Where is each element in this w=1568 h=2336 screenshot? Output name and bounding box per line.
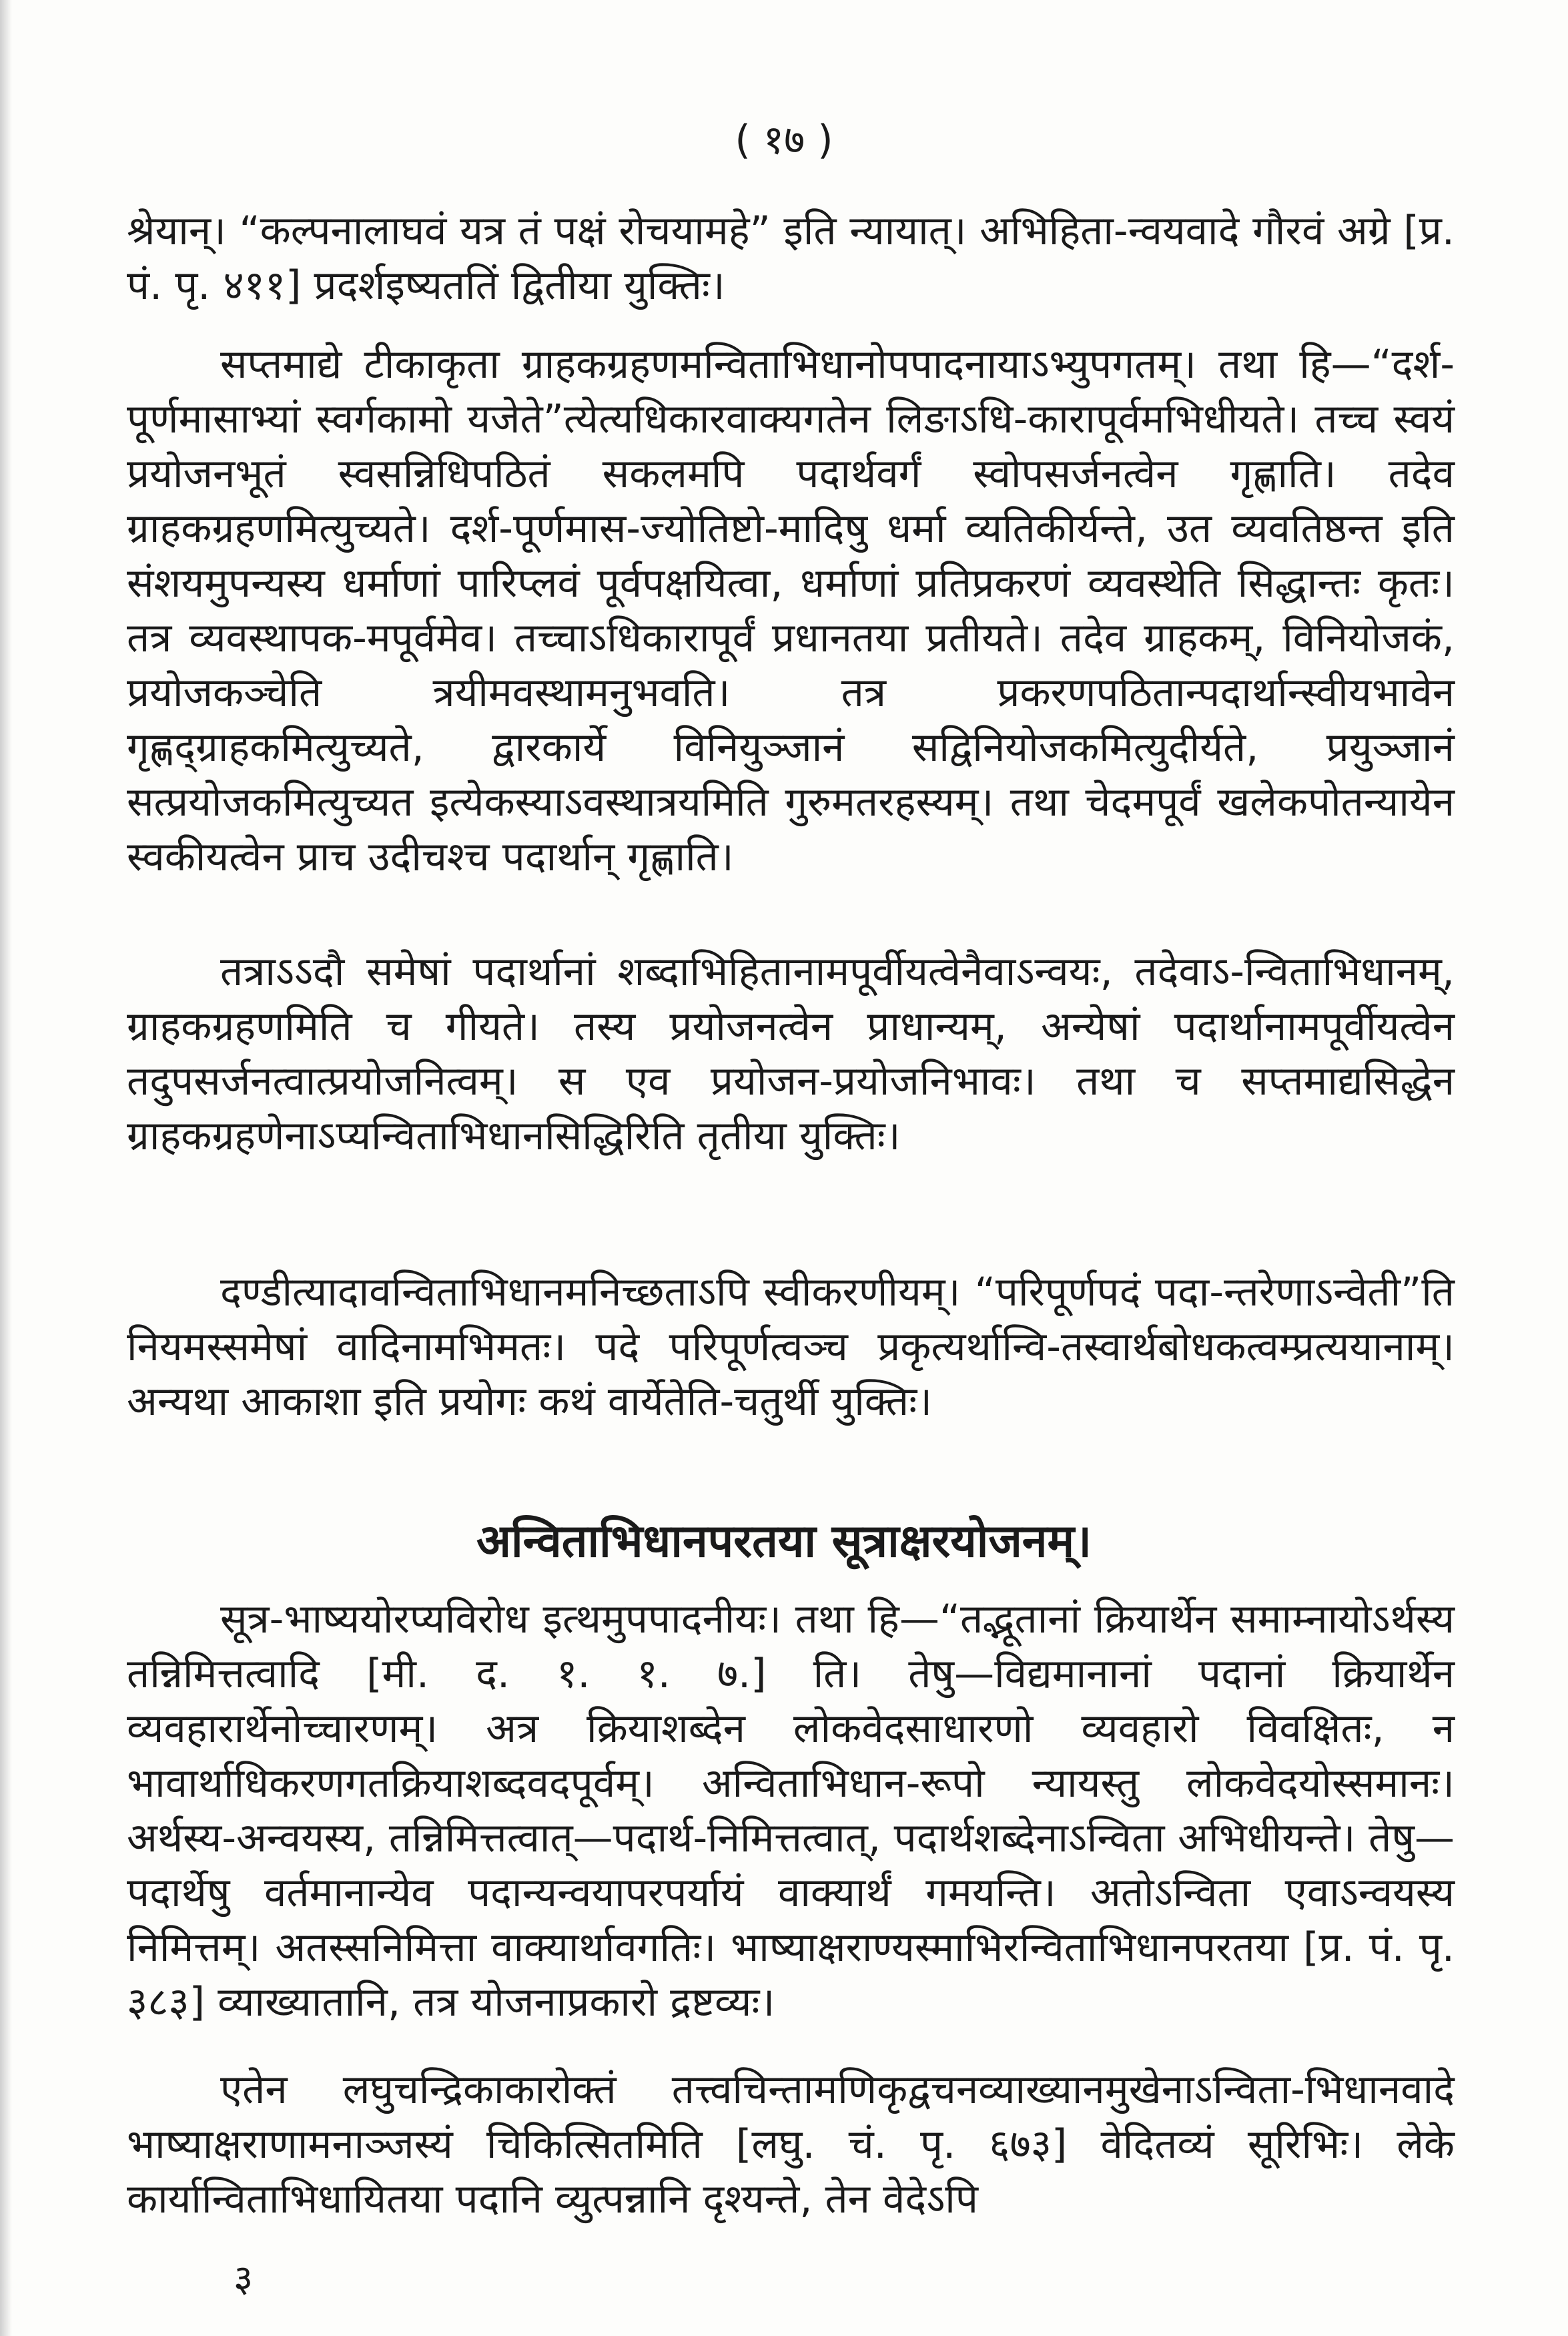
paragraph-1: श्रेयान्। “कल्पनालाघवं यत्र तं पक्षं रोचयामहे” इति न्यायात्। अभिहिता-न्वयवादे गौरवं अग्रे [प्र. पं. पृ. ४११] प्रदर्शइष्यततिं द्वितीया युक्तिः।: [127, 208, 1455, 309]
paragraph-4: दण्डीत्यादावन्विताभिधानमनिच्छताऽपि स्वीकरणीयम्। “परिपूर्णपदं पदा-न्तरेणाऽन्वेती”ति नियमस्समेषां वादिनामभिमतः। पदे परिपूर्णत्वञ्च प्रकृत्यर्थान्वि-तस्वार्थबोधकत्वम्प्रत्ययानाम्। अन्यथा आकाशा इति प्रयोगः कथं वार्येतेति-चतुर्थी युक्तिः।: [127, 1269, 1455, 1425]
paragraph-6: एतेन लघुचन्द्रिकाकारोक्तं तत्त्वचिन्तामणिकृद्वचनव्याख्यानमुखेनाऽन्विता-भिधानवादे भाष्याक्षराणामनाञ्जस्यं चिकित्सितमिति [लघु. चं. पृ. ६७३] वेदितव्यं सूरिभिः। लेके कार्यान्विताभिधायितया पदानि व्युत्पन्नानि दृश्यन्ते, तेन वेदेऽपि: [127, 2066, 1455, 2223]
scan-edge-shadow: [0, 0, 12, 2336]
signature-mark: ३: [234, 2257, 254, 2301]
paragraph-3: तत्राऽऽदौ समेषां पदार्थानां शब्दाभिहितानामपूर्वीयत्वेनैवाऽन्वयः, तदेवाऽ-न्विताभिधानम्, ग्राहकग्रहणमिति च गीयते। तस्य प्रयोजनत्वेन प्राधान्यम्, अन्येषां पदार्थानामपूर्वीयत्वेन तदुपसर्जनत्वात्प्रयोजनित्वम्। स एव प्रयोजन-प्रयोजनिभावः। तथा च सप्तमाद्यसिद्धेन ग्राहकग्रहणेनाऽप्यन्विताभिधानसिद्धिरिति तृतीया युक्तिः।: [127, 948, 1455, 1159]
paragraph-5: सूत्र-भाष्ययोरप्यविरोध इत्थमुपपादनीयः। तथा हि—“तद्भूतानां क्रियार्थेन समाम्नायोऽर्थस्य तन्निमित्तत्वादि [मी. द. १. १. ७.] ति। तेषु—विद्यमानानां पदानां क्रियार्थेन व्यवहारार्थेनोच्चारणम्। अत्र क्रियाशब्देन लोकवेदसाधारणो व्यवहारो विवक्षितः, न भावार्थाधिकरणगतक्रियाशब्दवदपूर्वम्। अन्विताभिधान-रूपो न्यायस्तु लोकवेदयोस्समानः। अर्थस्य-अन्वयस्य, तन्निमित्तत्वात्—पदार्थ-निमित्तत्वात्, पदार्थशब्देनाऽन्विता अभिधीयन्ते। तेषु—पदार्थेषु वर्तमानान्येव पदान्यन्वयापरपर्यायं वाक्यार्थं गमयन्ति। अतोऽन्विता एवाऽन्वयस्य निमित्तम्। अतस्सनिमित्ता वाक्यार्थावगतिः। भाष्याक्षराण्यस्माभिरन्विताभिधानपरतया [प्र. पं. पृ. ३८३] व्याख्यातानि, तत्र योजनाप्रकारो द्रष्टव्यः।: [127, 1596, 1455, 2026]
page-number: ( १७ ): [735, 117, 833, 164]
paragraph-2: सप्तमाद्ये टीकाकृता ग्राहकग्रहणमन्विताभिधानोपपादनायाऽभ्युपगतम्। तथा हि—“दर्श-पूर्णमासाभ्यां स्वर्गकामो यजेते”त्येत्यधिकारवाक्यगतेन लिङाऽधि-कारापूर्वमभिधीयते। तच्च स्वयं प्रयोजनभूतं स्वसन्निधिपठितं सकलमपि पदार्थवर्गं स्वोपसर्जनत्वेन गृह्णाति। तदेव ग्राहकग्रहणमित्युच्यते। दर्श-पूर्णमास-ज्योतिष्टो-मादिषु धर्मा व्यतिकीर्यन्ते, उत व्यवतिष्ठन्त इति संशयमुपन्यस्य धर्माणां पारिप्लवं पूर्वपक्षयित्वा, धर्माणां प्रतिप्रकरणं व्यवस्थेति सिद्धान्तः कृतः। तत्र व्यवस्थापक-मपूर्वमेव। तच्चाऽधिकारापूर्वं प्रधानतया प्रतीयते। तदेव ग्राहकम्, विनियोजकं, प्रयोजकञ्चेति त्रयीमवस्थामनुभवति। तत्र प्रकरणपठितान्पदार्थान्स्वीयभावेन गृह्णद्ग्राहकमित्युच्यते, द्वारकार्ये विनियुञ्जानं सद्विनियोजकमित्युदीर्यते, प्रयुञ्जानं सत्प्रयोजकमित्युच्यत इत्येकस्याऽवस्थात्रयमिति गुरुमतरहस्यम्। तथा चेदमपूर्वं खलेकपोतन्यायेन स्वकीयत्वेन प्राच उदीचश्च पदार्थान् गृह्णाति।: [127, 341, 1455, 880]
section-heading: अन्विताभिधानपरतया सूत्राक्षरयोजनम्।: [476, 1515, 1092, 1568]
